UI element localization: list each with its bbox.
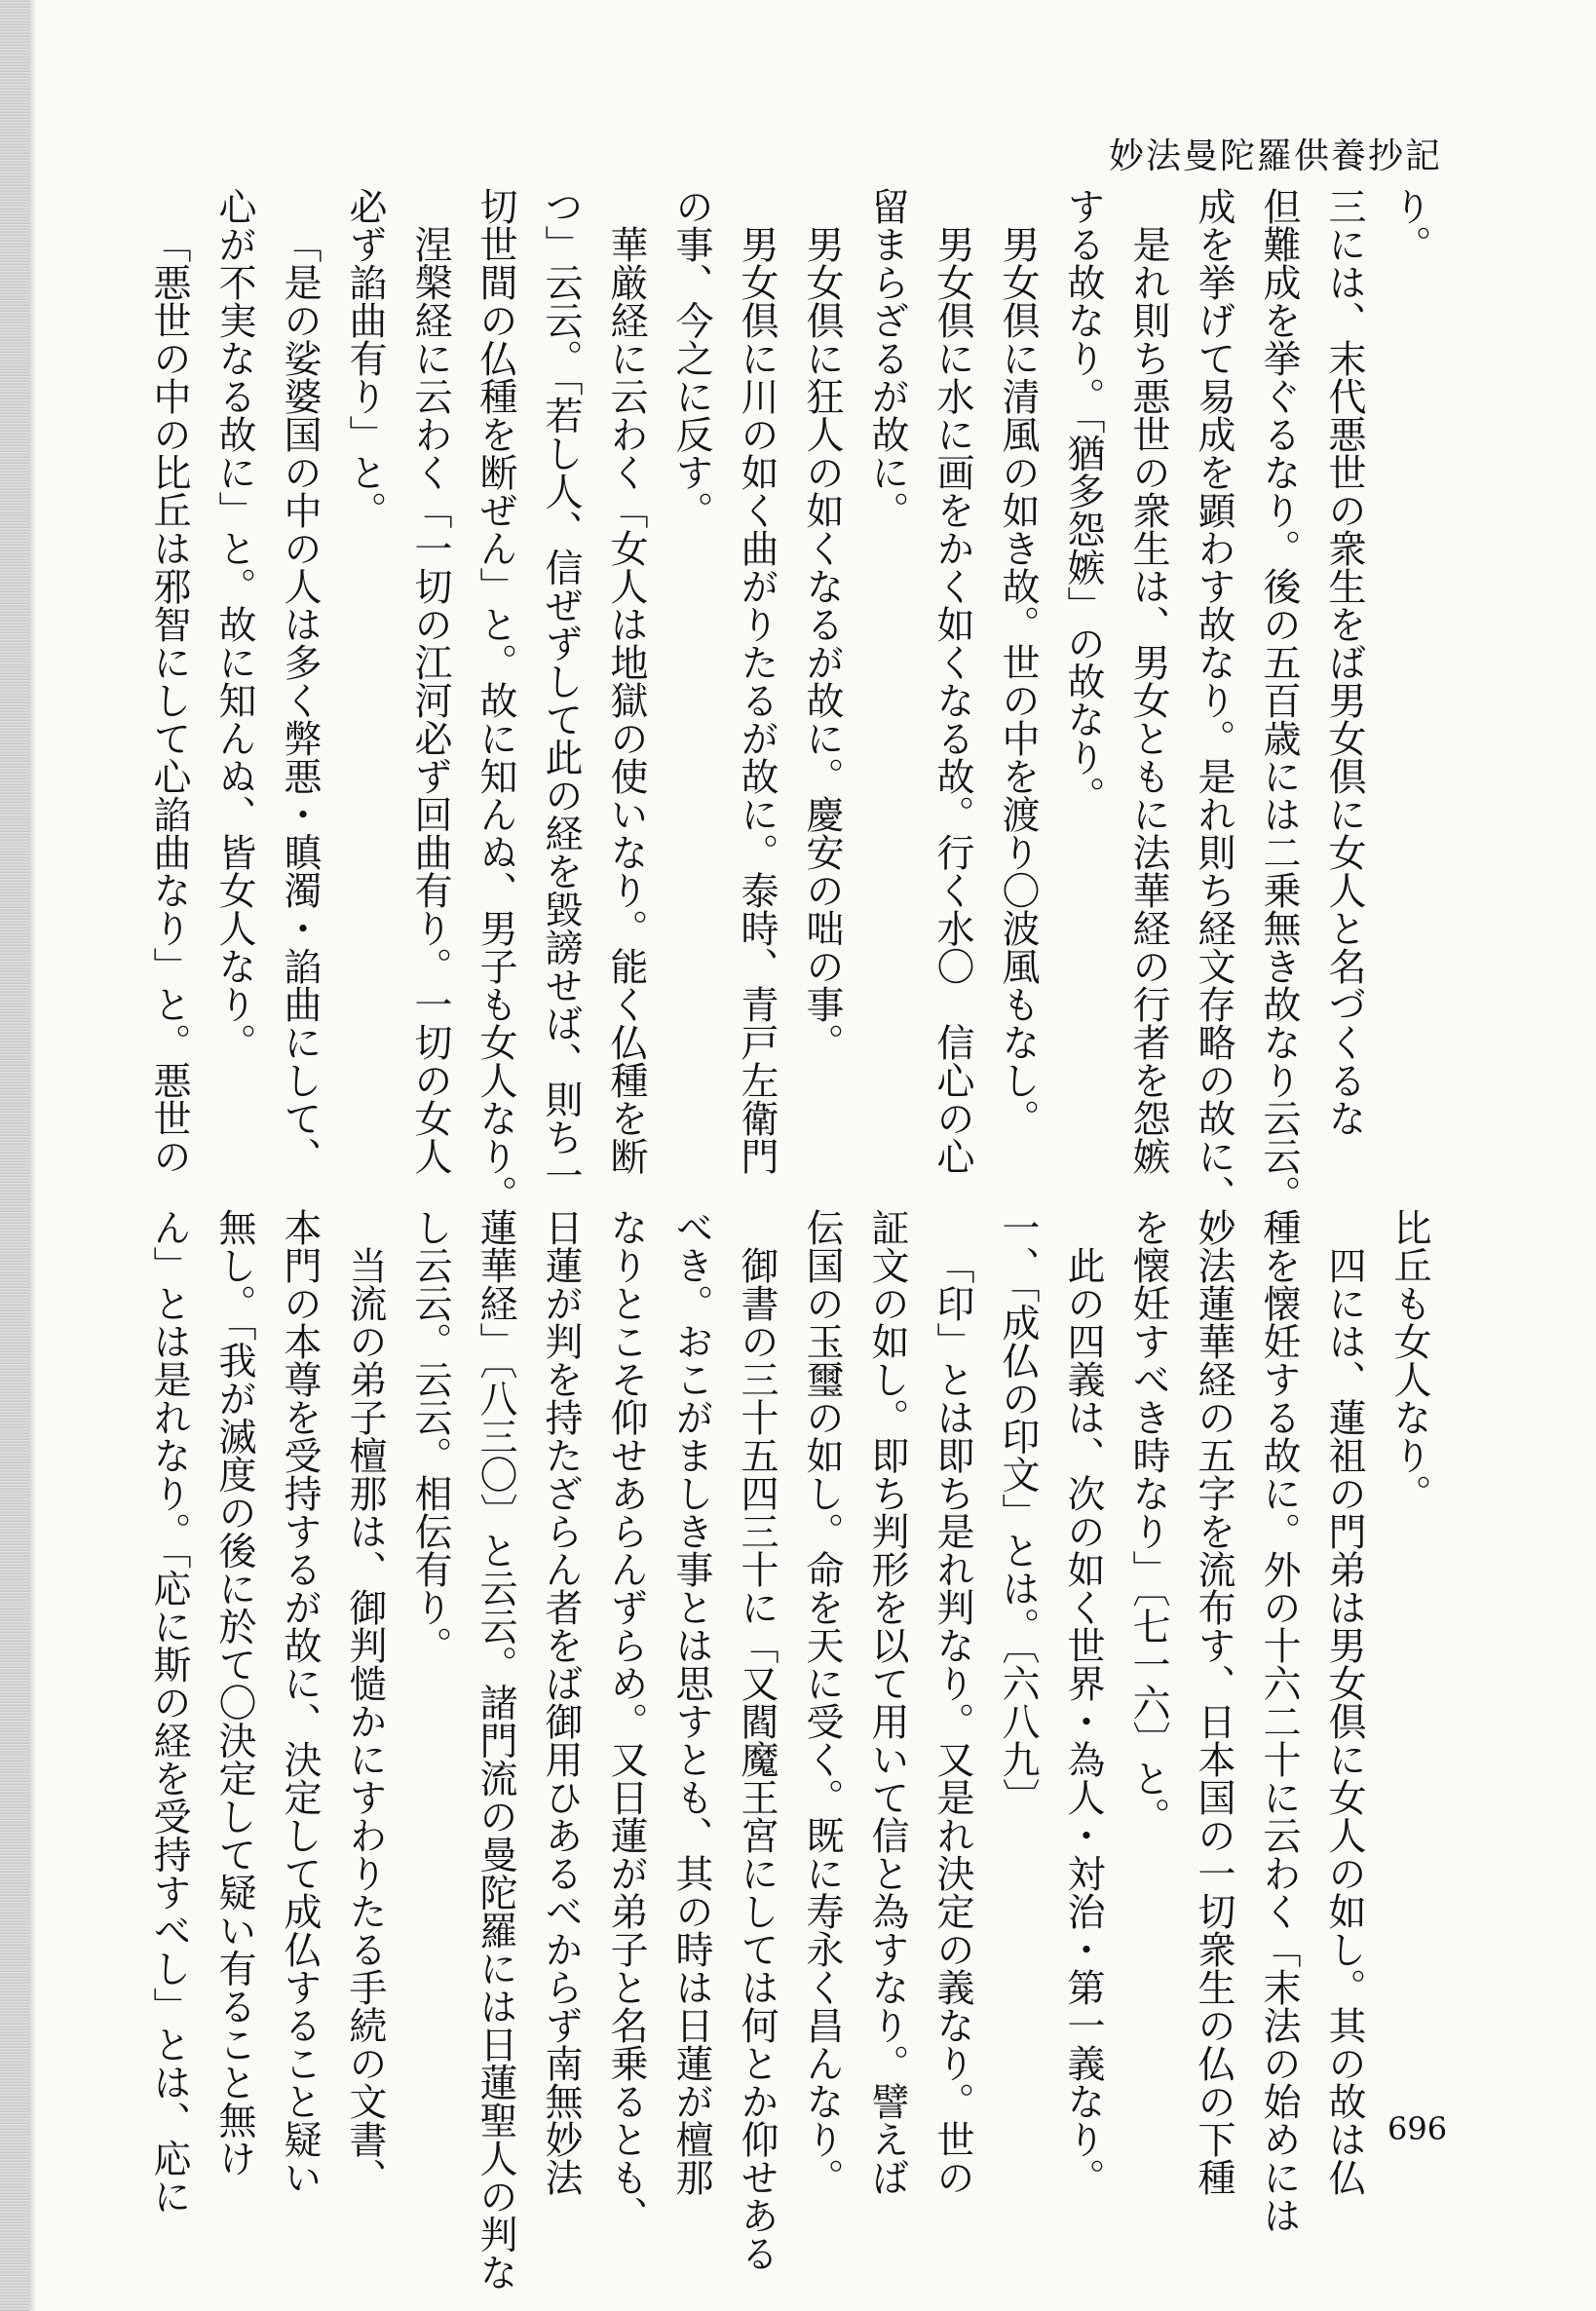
text-column: 涅槃経に云わく「一切の江河必ず回曲有り。一切の女人 xyxy=(408,225,452,1175)
text-column: 切世間の仏種を断ぜん」と。故に知んぬ、男子も女人なり。 xyxy=(474,187,517,1213)
text-column: 成を挙げて易成を顕わす故なり。是れ則ち経文存略の故に、 xyxy=(1192,187,1235,1213)
text-column: 是れ則ち悪世の衆生は、男女ともに法華経の行者を怨嫉 xyxy=(1126,225,1170,1175)
text-column: 比丘も女人なり。 xyxy=(1387,1208,1431,1512)
text-column: 四には、蓮祖の門弟は男女倶に女人の如し。其の故は仏 xyxy=(1322,1246,1366,2196)
text-column: 蓮華経」〔八三〇〕と云云。諸門流の曼陀羅には日蓮聖人の判な xyxy=(474,1208,517,2292)
text-column: 心が不実なる故に」と。故に知んぬ、皆女人なり。 xyxy=(212,187,256,1061)
upper-text-block xyxy=(147,187,1442,1213)
text-column: 伝国の玉璽の如し。命を天に受く。既に寿永く昌んなり。 xyxy=(800,1208,844,2196)
text-column: つ」云云。「若し人、信ぜずして此の経を毀謗せば、則ち一 xyxy=(539,187,583,1194)
text-column: 男女倶に川の如く曲がりたるが故に。泰時、青戸左衛門 xyxy=(735,225,779,1175)
text-column: 無し。「我が滅度の後に於て〇決定して疑い有ること無け xyxy=(212,1208,256,2178)
text-column: 証文の如し。即ち判形を以て用いて信と為すなり。譬えば xyxy=(865,1208,909,2196)
text-column: 「悪世の中の比丘は邪智にして心諂曲なり」と。悪世の xyxy=(147,225,191,1175)
running-title: 妙法曼陀羅供養抄記 xyxy=(1108,136,1442,176)
text-column: り。 xyxy=(1387,187,1431,263)
text-column: 必ず諂曲有り」と。 xyxy=(343,187,387,529)
text-column: 華厳経に云わく「女人は地獄の使いなり。能く仏種を断 xyxy=(604,225,648,1175)
text-column: 留まらざるが故に。 xyxy=(865,187,909,529)
text-column: なりとこそ仰せあらんずらめ。又日蓮が弟子と名乗るとも、 xyxy=(604,1208,648,2234)
page-number: 696 xyxy=(1387,2110,1448,2147)
text-column: し云云。云云。相伝有り。 xyxy=(408,1208,452,1664)
text-column: 日蓮が判を持たざらん者をば御用ひあるべからず南無妙法 xyxy=(539,1208,583,2196)
text-column: 本門の本尊を受持するが故に、決定して成仏すること疑い xyxy=(278,1208,322,2196)
text-column: 種を懐妊する故に。外の十六二十に云わく「末法の始めには xyxy=(1257,1208,1301,2234)
text-column: 当流の弟子檀那は、御判慥かにすわりたる手続の文書、 xyxy=(343,1246,387,2196)
text-column: 但難成を挙ぐるなり。後の五百歳には二乗無き故なり云云。 xyxy=(1257,187,1301,1213)
text-column: 男女倶に狂人の如くなるが故に。慶安の咄の事。 xyxy=(800,225,844,1061)
text-column: 男女倶に清風の如き故。世の中を渡り〇波風もなし。 xyxy=(996,225,1040,1137)
scan-gutter xyxy=(0,0,29,2311)
text-column: 此の四義は、次の如く世界・為人・対治・第一義なり。 xyxy=(1061,1246,1105,2196)
text-column: 「印」とは即ち是れ判なり。又是れ決定の義なり。世の xyxy=(931,1246,974,2196)
text-column: の事、今之に反す。 xyxy=(669,187,713,529)
text-column: 妙法蓮華経の五字を流布す、日本国の一切衆生の仏の下種 xyxy=(1192,1208,1235,2196)
text-column: 「是の娑婆国の中の人は多く弊悪・瞋濁・諂曲にして、 xyxy=(278,225,322,1175)
text-column: ん」とは是れなり。「応に斯の経を受持すべし」とは、応に xyxy=(147,1208,191,2216)
text-column: 一、「成仏の印文」とは。〔六八九〕 xyxy=(996,1208,1040,1816)
text-column: 三には、末代悪世の衆生をば男女倶に女人と名づくるな xyxy=(1322,187,1366,1137)
text-column: を懐妊すべき時なり」〔七一六〕と。 xyxy=(1126,1208,1170,1836)
text-column: する故なり。「猶多怨嫉」の故なり。 xyxy=(1061,187,1105,815)
scan-gutter-edge xyxy=(29,0,37,2311)
text-column: べき。おこがましき事とは思すとも、其の時は日蓮が檀那 xyxy=(669,1208,713,2196)
text-column: 御書の三十五四三十に「又閻魔王宮にしては何とか仰せある xyxy=(735,1246,779,2272)
text-column: 男女倶に水に画をかく如くなる故。行く水〇 信心の心 xyxy=(931,225,974,1175)
